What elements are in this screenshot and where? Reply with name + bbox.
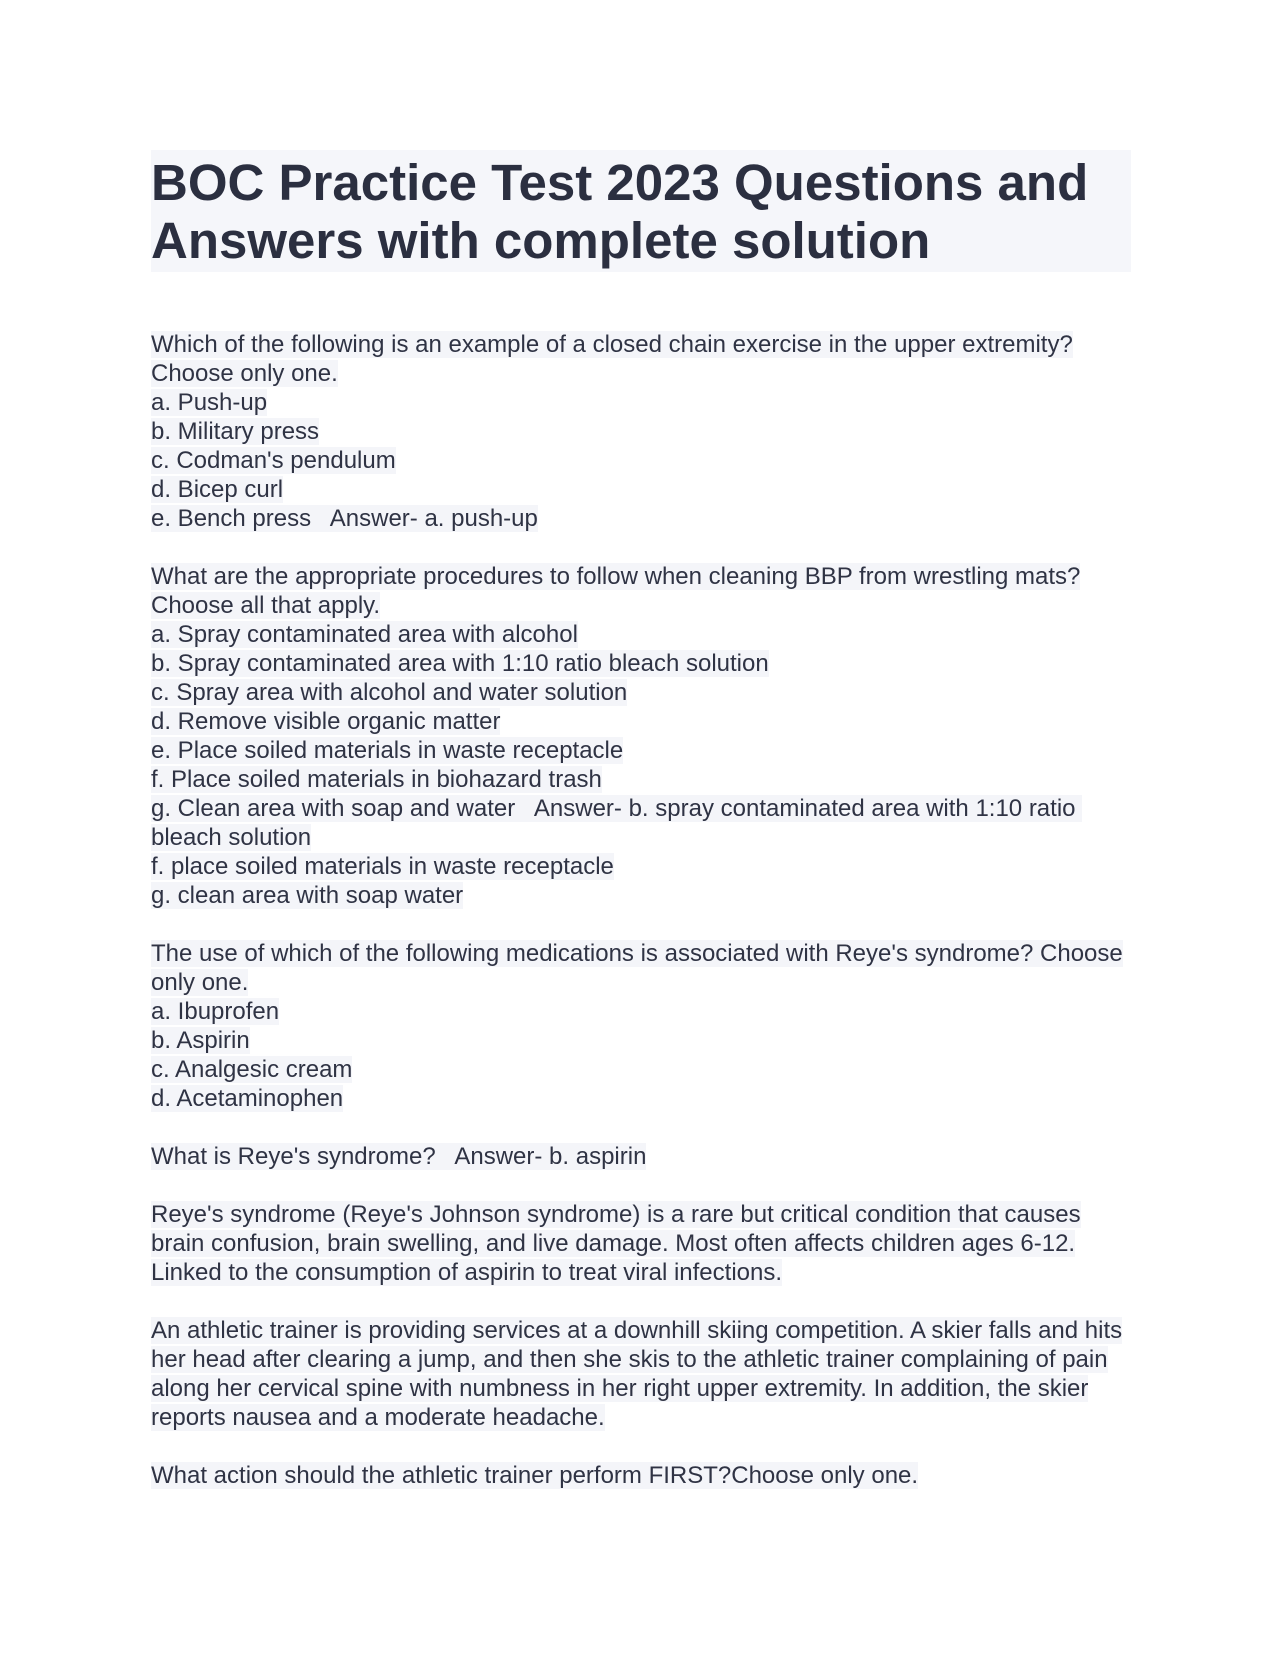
explanation-text: Reye's syndrome (Reye's Johnson syndrome) is a rare but critical condition that causes brain confusion, brain swelling, and live damage. Most often affects children ages 6-12. Linked to the consumption of aspirin to treat viral infections.: [151, 1201, 1081, 1286]
explanation-block: [151, 1200, 1131, 1287]
option-answer: g. Clean area with soap and water Answer- b. spray contaminated area with 1:10 ratio bleach solution: [151, 795, 1083, 851]
answer-extra: g. clean area with soap water: [151, 882, 464, 909]
question-text: Which of the following is an example of a closed chain exercise in the upper extremity? Choose only one.: [151, 331, 1073, 387]
option-answer: e. Bench press Answer- a. push-up: [151, 505, 538, 532]
option-item: e. Place soiled materials in waste receptacle: [151, 737, 624, 764]
question-text: The use of which of the following medications is associated with Reye's syndrome? Choose only one.: [151, 940, 1123, 996]
question-block-3: [151, 939, 1131, 1113]
option-item: c. Codman's pendulum: [151, 447, 396, 474]
scenario-text: An athletic trainer is providing services at a downhill skiing competition. A skier falls and hits her head after clearing a jump, and then she skis to the athletic trainer complaining of pain along her cervical spine with numbness in her right upper extremity. In addition, the skier reports nausea and a moderate headache.: [151, 1317, 1123, 1431]
question-block-4: [151, 1142, 1131, 1171]
option-item: c. Analgesic cream: [151, 1056, 353, 1083]
option-item: d. Bicep curl: [151, 476, 284, 503]
option-item: a. Spray contaminated area with alcohol: [151, 621, 578, 648]
option-item: a. Ibuprofen: [151, 998, 280, 1025]
question-block-5: [151, 1461, 1131, 1490]
question-text: What action should the athletic trainer perform FIRST?Choose only one.: [151, 1462, 919, 1489]
option-item: c. Spray area with alcohol and water solution: [151, 679, 628, 706]
document-page: [151, 150, 1131, 1490]
option-item: d. Acetaminophen: [151, 1085, 344, 1112]
question-answer: What is Reye's syndrome? Answer- b. aspirin: [151, 1143, 647, 1170]
answer-extra: f. place soiled materials in waste receptacle: [151, 853, 614, 880]
option-item: b. Spray contaminated area with 1:10 ratio bleach solution: [151, 650, 769, 677]
option-item: b. Aspirin: [151, 1027, 250, 1054]
option-item: d. Remove visible organic matter: [151, 708, 501, 735]
document-title: BOC Practice Test 2023 Questions and Answers with complete solution: [151, 150, 1131, 272]
option-item: f. Place soiled materials in biohazard trash: [151, 766, 602, 793]
question-text: What are the appropriate procedures to follow when cleaning BBP from wrestling mats? Choose all that apply.: [151, 563, 1081, 619]
option-item: a. Push-up: [151, 389, 268, 416]
option-item: b. Military press: [151, 418, 320, 445]
question-block-2: [151, 562, 1131, 910]
scenario-block: [151, 1316, 1131, 1432]
question-block-1: [151, 330, 1131, 533]
